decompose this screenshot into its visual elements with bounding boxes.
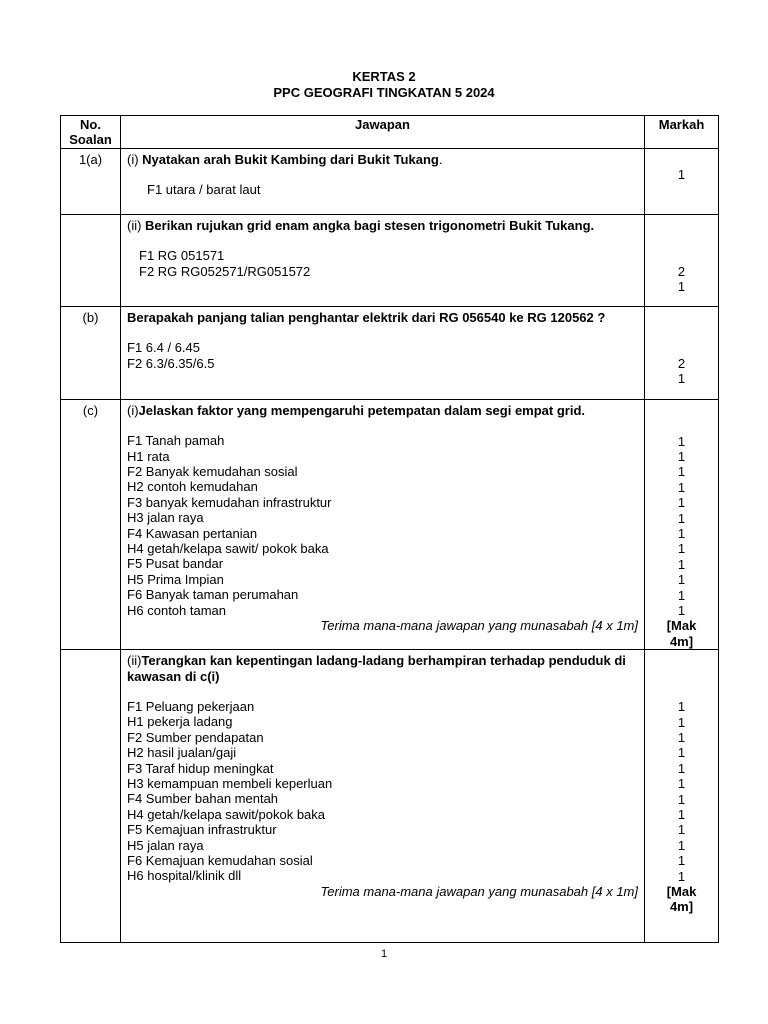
answer-line: H6 hospital/klinik dll	[127, 868, 242, 884]
marks-cell	[645, 306, 719, 399]
mark-value: 1	[677, 541, 686, 557]
answer-line: F4 Kawasan pertanian	[127, 525, 258, 541]
question-text: (ii) Berikan rujukan grid enam angka bagi stesen trigonometri Bukit Tukang.	[127, 217, 595, 233]
question-text: Berapakah panjang talian penghantar elektrik dari RG 056540 ke RG 120562 ?	[127, 309, 606, 325]
mark-value: 1	[677, 760, 686, 776]
paper-subtitle: PPC GEOGRAFI TINGKATAN 5 2024	[273, 85, 495, 100]
answer-line: H2 hasil jualan/gaji	[127, 745, 237, 761]
mark-value: 1	[677, 699, 686, 715]
marks-cell	[645, 214, 719, 306]
answer-line: F1 Peluang pekerjaan	[127, 698, 255, 714]
question-number: (c)	[61, 399, 121, 649]
mark-value: 1	[677, 776, 686, 792]
paper-title: KERTAS 2	[352, 69, 416, 84]
mark-value: 1	[677, 479, 686, 495]
answer-cell	[121, 306, 645, 399]
mark-value: 1	[677, 433, 686, 449]
answer-line: H3 jalan raya	[127, 510, 204, 526]
table-row	[61, 306, 719, 399]
mark-value: 1	[677, 495, 686, 511]
answer-line: H1 pekerja ladang	[127, 714, 233, 730]
mark-value: 1	[677, 525, 686, 541]
answer-line: F5 Pusat bandar	[127, 556, 224, 572]
answer-cell	[121, 650, 645, 943]
header-jawapan: Jawapan	[121, 116, 645, 149]
mark-value: 2	[677, 264, 686, 279]
mark-value: 1	[677, 587, 686, 603]
question-number	[61, 214, 121, 306]
answer-line: F1 RG 051571	[139, 248, 225, 264]
answer-line: F1 6.4 / 6.45	[127, 340, 200, 356]
answer-line: F1 Tanah pamah	[127, 433, 225, 449]
answer-cell	[121, 399, 645, 649]
marks-cell	[645, 650, 719, 943]
answer-line: F2 Sumber pendapatan	[127, 729, 264, 745]
max-marks: [Mak 4m]	[666, 618, 697, 649]
mark-value: 1	[677, 714, 686, 730]
page-number: 1	[380, 948, 388, 960]
question-text: (i) Nyatakan arah Bukit Kambing dari Bukit Tukang.	[127, 151, 443, 167]
answer-line: H3 kemampuan membeli keperluan	[127, 775, 333, 791]
acceptance-note: Terima mana-mana jawapan yang munasabah [4 x 1m]	[320, 883, 638, 899]
answer-line: H5 Prima Impian	[127, 571, 224, 587]
answer-line: H4 getah/kelapa sawit/pokok baka	[127, 806, 326, 822]
header-markah: Markah	[645, 116, 719, 149]
answer-line: F2 Banyak kemudahan sosial	[127, 464, 298, 480]
question-text: (ii)Terangkan kan kepentingan ladang-ladang berhampiran terhadap penduduk di kawasan di c(i)	[127, 653, 626, 684]
answer-line: F3 Taraf hidup meningkat	[127, 760, 274, 776]
mark-value: 1	[677, 464, 686, 480]
answer-line: F2 6.3/6.35/6.5	[127, 355, 215, 371]
answer-line: F3 banyak kemudahan infrastruktur	[127, 494, 332, 510]
table-header-row	[61, 116, 719, 149]
answer-line: H1 rata	[127, 448, 170, 464]
answer-line: H6 contoh taman	[127, 602, 227, 618]
mark-value: 1	[677, 730, 686, 746]
answer-cell	[121, 148, 645, 214]
table-row	[61, 399, 719, 649]
answer-line: F6 Banyak taman perumahan	[127, 587, 299, 603]
answer-line: H5 jalan raya	[127, 837, 204, 853]
mark-value: 1	[677, 837, 686, 853]
answer-line: F4 Sumber bahan mentah	[127, 791, 279, 807]
table-row	[61, 148, 719, 214]
marks-cell	[645, 148, 719, 214]
answer-table	[60, 115, 719, 943]
answer-line: H4 getah/kelapa sawit/ pokok baka	[127, 541, 329, 557]
table-row	[61, 650, 719, 943]
header-no: No. Soalan	[61, 116, 121, 149]
mark-value: 1	[677, 602, 686, 618]
max-marks: [Mak 4m]	[666, 883, 697, 915]
mark-value: 1	[677, 279, 686, 295]
mark-value: 1	[677, 791, 686, 807]
mark-value: 1	[677, 371, 686, 387]
question-text: (i)Jelaskan faktor yang mempengaruhi petempatan dalam segi empat grid.	[127, 402, 586, 418]
answer-line: F6 Kemajuan kemudahan sosial	[127, 852, 313, 868]
mark-value: 2	[677, 356, 686, 371]
mark-value: 1	[677, 868, 686, 884]
answer-line: F1 utara / barat laut	[147, 182, 261, 198]
answer-line: H2 contoh kemudahan	[127, 479, 258, 495]
answer-cell	[121, 214, 645, 306]
mark-value: 1	[677, 556, 686, 572]
acceptance-note: Terima mana-mana jawapan yang munasabah [4 x 1m]	[320, 618, 638, 634]
mark-value: 1	[677, 510, 686, 526]
mark-value: 1	[677, 853, 686, 869]
question-number	[61, 650, 121, 943]
table-row	[61, 214, 719, 306]
marks-cell	[645, 399, 719, 649]
question-number: 1(a)	[61, 148, 121, 214]
answer-line: F2 RG RG052571/RG051572	[139, 263, 311, 279]
mark-value: 1	[677, 167, 686, 183]
answer-line: F5 Kemajuan infrastruktur	[127, 822, 277, 838]
mark-value: 1	[677, 807, 686, 823]
mark-value: 1	[677, 822, 686, 838]
question-number: (b)	[61, 306, 121, 399]
mark-value: 1	[677, 449, 686, 464]
mark-value: 1	[677, 572, 686, 588]
mark-value: 1	[677, 745, 686, 761]
